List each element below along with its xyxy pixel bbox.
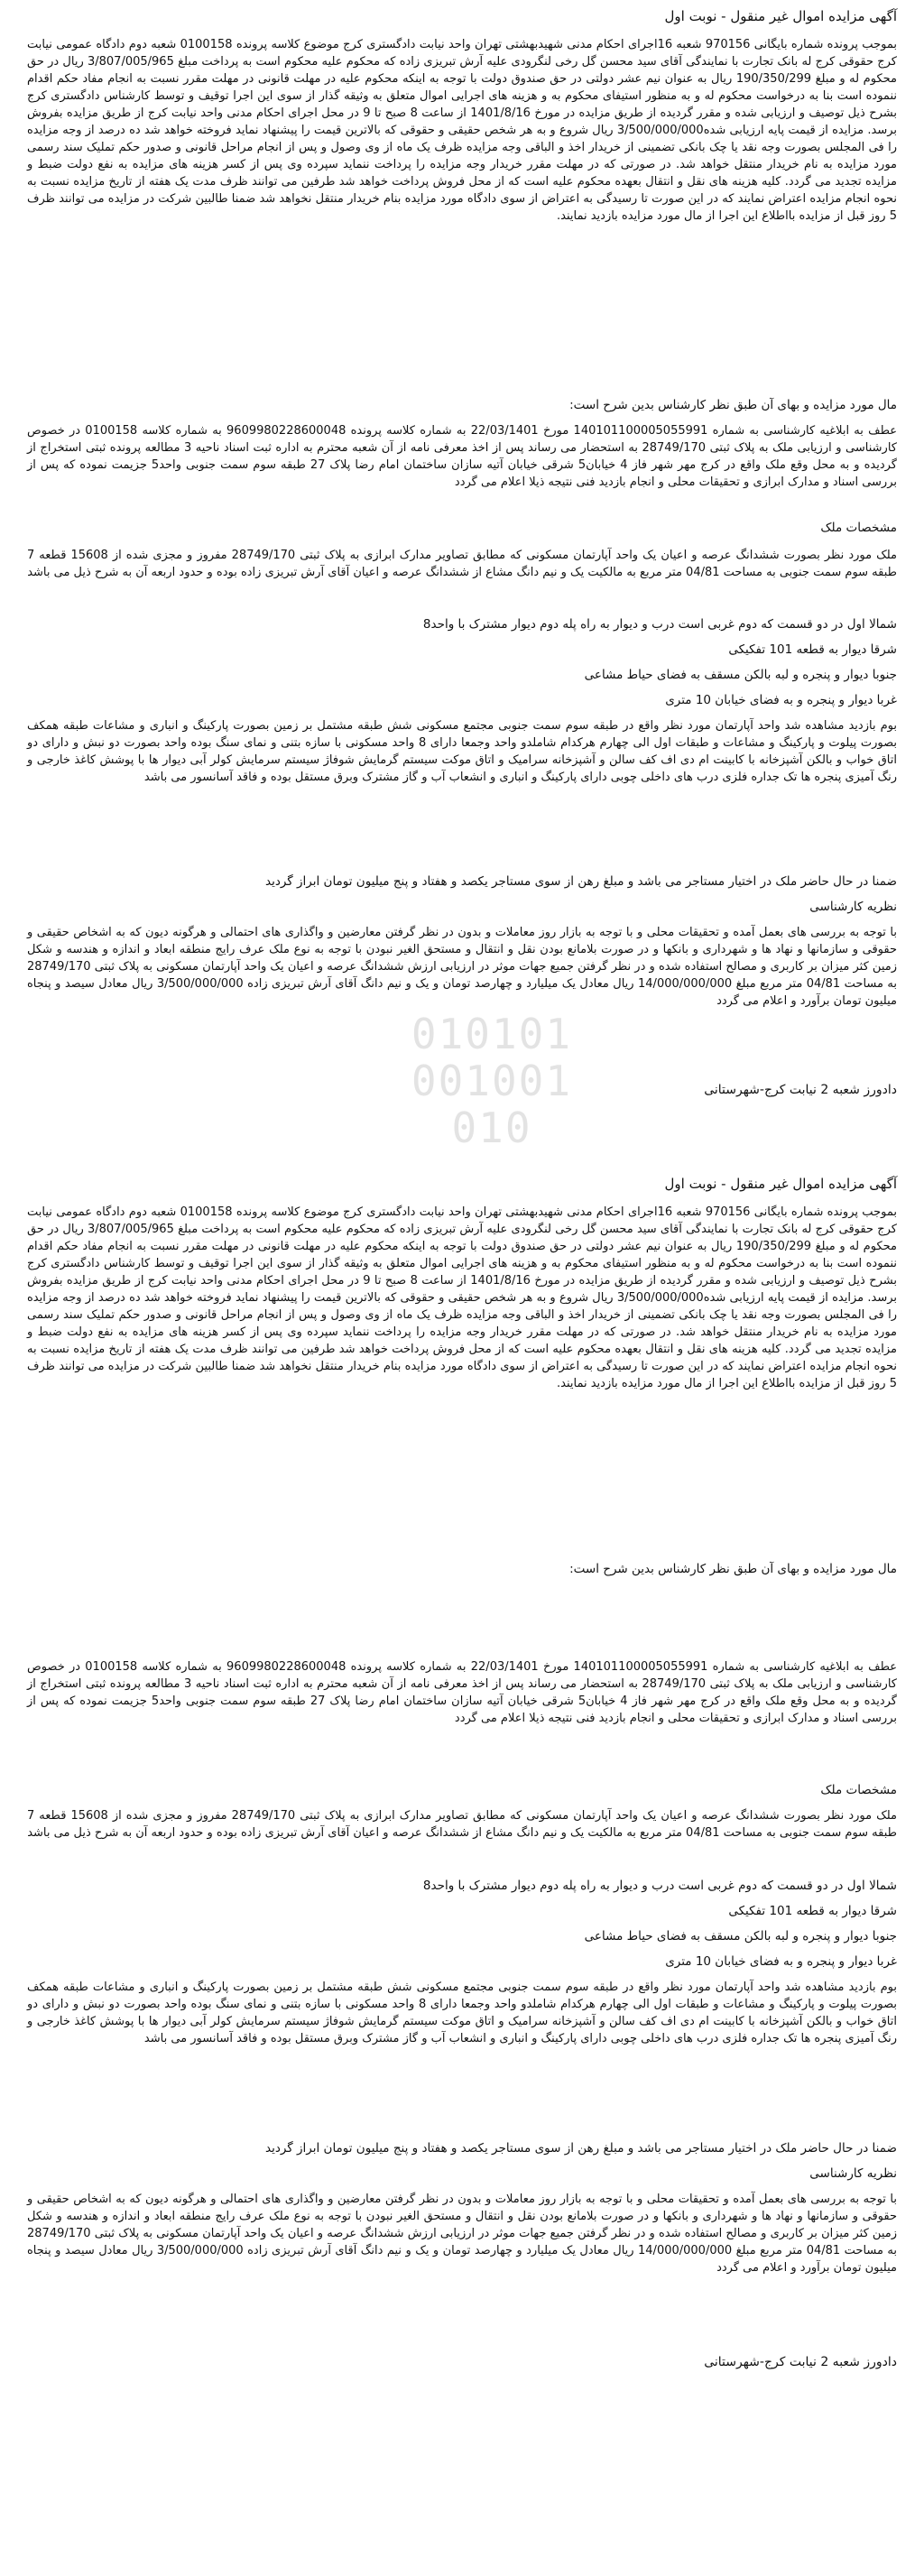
expert-text: با توجه به بررسی های بعمل آمده و تحقیقات محلی و با توجه به بازار روز معاملات و بدون در نظر گرفتن معارضین و واگذاری های احتمالی و هرگونه دیون که به اشخاص حقیقی و حقوقی و سازمانها و نهاد ها و شهرداری و بانکها و در صورت بلامانع بودن نقل و انتقال و مستحق الغیر نبودن با توجه به نوع ملک عرف رایج منطقه ابعاد و اندازه و هندسه و شکل زمین کثر میزان بر کاربری و مصالح استفاده شده و در نظر گرفتن جمیع جهات موثر در ارزیابی ارزش ششدانگ عرصه و اعیان یک واحد آپارتمان مسکونی به پلاک ثبتی 28749/170 به مساحت 04/81 متر مربع مبلغ 14/000/000/000 ریال معادل یک میلیارد و چهارصد تومان و یک و نیم دانگ آقای آرش تبریزی زاده 3/500/000/000 ریال معادل سیصد و پنجاه میلیون تومان برآورد و اعلام می گردد (27, 2193, 897, 2275)
boundary-north: شمالا اول در دو قسمت که دوم غربی است درب و دیوار به راه پله دوم دیوار مشترک با واحد8 (422, 617, 897, 632)
notice-intro: بموجب پرونده شماره بایگانی 970156 شعبه 16اجرای احکام مدنی شهیدبهشتی تهران واحد نیابت دادگستری کرج موضوع کلاسه پرونده 0100158 شعبه دوم دادگاه عمومی نیابت کرج حقوقی کرج له بانک تجارت با نمایندگی آقای سید محسن گل رخی لنگرودی علیه آرش تبریزی زاده که محکوم علیه محکوم است به پرداخت مبلغ 3/807/005/965 ریال در حق محکوم له و مبلغ 190/350/299 ریال به عنوان نیم عشر دولتی در حق صندوق دولت با توجه به اینکه محکوم علیه در مهلت قانونی در مهلت مقرر نسبت به انجام مفاد حکم اقدام ننموده است بنا به درخواست محکوم له و به منظور استیفای محکوم به و هزینه های اجرایی اموال متعلق به وثیقه گذار از سوی این اجرا توقیف و توسط کارشناس دادگستری کرج بشرح ذیل توصیف و ارزیابی شده و مقرر گردیده از طریق مزایده در مورخ 1401/8/16 از ساعت 8 صبح تا 9 در محل اجرای احکام مدنی واحد نیابت کرج از طریق مزایده بفروش برسد. مزایده از قیمت پایه ارزیابی شده3/500/000/000 ریال شروع و به هر شخص حقیقی و حقوقی که بالاترین قیمت را پیشنهاد نماید فروخته خواهد شد ده درصد از وجه مزایده را فی المجلس بصورت وجه نقد یا چک بانکی تضمینی از خریدار اخذ و الباقی وجه مزایده ظرف یک ماه از وی وصول و پس از انجام مراحل قانونی و صدور حکم تملیک سند رسمی مورد مزایده به نام خریدار منتقل خواهد شد. در صورتی که در مهلت مقرر خریدار وجه مزایده را پرداخت ننماید سپرده وی پس از کسر هزینه های مزایده به نفع دولت ضبط و مزایده تجدید می گردد. کلیه هزینه های نقل و انتقال بعهده محکوم علیه است که از محل فروش پرداخت خواهد شد طرفین می توانند ظرف مدت یک هفته از تاریخ مزایده نسبت به نحوه انجام مزایده اعتراض نمایند که در این صورت تا رسیدگی به اعتراض از سوی دادگاه مورد مزایده بنام خریدار منتقل نخواهد شد ضمنا طالبین شرکت در مزایده می توانند ظرف 5 روز قبل از مزایده بااطلاع این اجرا از مال مورد مزایده بازدید نمایند. (27, 38, 897, 223)
visit-text: بوم بازدید مشاهده شد واحد آپارتمان مورد نظر واقع در طبقه سوم سمت جنوبی مجتمع مسکونی شش طبقه مشتمل بر زمین بصورت پارکینگ و انباری و مشاعات طبقه همکف بصورت پیلوت و پارکینگ و مشاعات و طبقات اول الی چهارم هرکدام شاملدو واحد وجمعا دارای 8 واحد مسکونی با سازه بتنی و نمای سنگ بوده واحد بصورت دو نبش و دارای دو اتاق خواب و بالکن آشپزخانه با کابینت ام دی اف کف سالن و آشپزخانه سرامیک و اتاق موکت سیستم گرمایش شوفاژ سیستم سرمایش کولر آبی دیوار ها با پوشش کاغذ خارجی و رنگ آمیزی پنجره ها تک جداره فلزی درب های داخلی چوبی دارای پارکینگ و انباری و انشعاب آب و گاز مشترک وبرق مستقل بوده و فاقد آسانسور می باشد (27, 719, 897, 784)
appraisal-header: مال مورد مزایده و بهای آن طبق نظر کارشناس بدین شرح است: (569, 1562, 897, 1576)
watermark-line: 001001 (411, 1057, 573, 1105)
boundary-south: جنوبا دیوار و پنجره و لبه بالکن مسقف به فضای حیاط مشاعی (584, 1929, 897, 1944)
expert-header: نظریه کارشناسی (809, 900, 897, 914)
property-spec-header: مشخصات ملک (820, 1783, 897, 1797)
tenant-text: ضمنا در حال حاضر ملک در اختیار مستاجر می باشد و مبلغ رهن از سوی مستاجر یکصد و هفتاد و پنج میلیون تومان ابراز گردید (264, 874, 897, 889)
appraisal-text: عطف به ابلاغیه کارشناسی به شماره 140101100005055991 مورخ 22/03/1401 به شماره کلاسه پرونده 9609980228600048 به شماره کلاسه 0100158 در خصوص کارشناسی و ارزیابی ملک به پلاک ثبتی 28749/170 به استحضار می رساند پس از اخذ معرفی نامه از آن شعبه محترم به اداره ثبت اسناد ناحیه 3 مطالعه پرونده ثبتی استخراج از گردیده و به محل وقع ملک واقع در کرج مهر شهر فاز 4 خیابان5 شرقی خیابان آتیه سازان ساختمان امام رضا پلاک 27 طبقه سوم سمت جنوبی واحد5 جزیمت نموده که پس از بررسی اسناد و مدارک ابرازی و تحقیقات محلی و انجام بازدید فنی نتیجه ذیلا اعلام می گردد (27, 1660, 898, 1725)
tenant-text: ضمنا در حال حاضر ملک در اختیار مستاجر می باشد و مبلغ رهن از سوی مستاجر یکصد و هفتاد و پنج میلیون تومان ابراز گردید (264, 2141, 897, 2156)
notice-intro: بموجب پرونده شماره بایگانی 970156 شعبه 16اجرای احکام مدنی شهیدبهشتی تهران واحد نیابت دادگستری کرج موضوع کلاسه پرونده 0100158 شعبه دوم دادگاه عمومی نیابت کرج حقوقی کرج له بانک تجارت با نمایندگی آقای سید محسن گل رخی لنگرودی علیه آرش تبریزی زاده که محکوم علیه محکوم است به پرداخت مبلغ 3/807/005/965 ریال در حق محکوم له و مبلغ 190/350/299 ریال به عنوان نیم عشر دولتی در حق صندوق دولت با توجه به اینکه محکوم علیه در مهلت قانونی در مهلت مقرر نسبت به انجام مفاد حکم اقدام ننموده است بنا به درخواست محکوم له و به منظور استیفای محکوم به و هزینه های اجرایی اموال متعلق به وثیقه گذار از سوی این اجرا توقیف و توسط کارشناس دادگستری کرج بشرح ذیل توصیف و ارزیابی شده و مقرر گردیده از طریق مزایده در مورخ 1401/8/16 از ساعت 8 صبح تا 9 در محل اجرای احکام مدنی واحد نیابت کرج از طریق مزایده بفروش برسد. مزایده از قیمت پایه ارزیابی شده3/500/000/000 ریال شروع و به هر شخص حقیقی و حقوقی که بالاترین قیمت را پیشنهاد نماید فروخته خواهد شد ده درصد از وجه مزایده را فی المجلس بصورت وجه نقد یا چک بانکی تضمینی از خریدار اخذ و الباقی وجه مزایده ظرف یک ماه از وی وصول و پس از انجام مراحل قانونی و صدور حکم تملیک سند رسمی مورد مزایده به نام خریدار منتقل خواهد شد. در صورتی که در مهلت مقرر خریدار وجه مزایده را پرداخت ننماید سپرده وی پس از کسر هزینه های مزایده به نفع دولت ضبط و مزایده تجدید می گردد. کلیه هزینه های نقل و انتقال بعهده محکوم علیه است که از محل فروش پرداخت خواهد شد طرفین می توانند ظرف مدت یک هفته از تاریخ مزایده نسبت به نحوه انجام مزایده اعتراض نمایند که در این صورت تا رسیدگی به اعتراض از سوی دادگاه مورد مزایده بنام خریدار منتقل نخواهد شد ضمنا طالبین شرکت در مزایده می توانند ظرف 5 روز قبل از مزایده بااطلاع این اجرا از مال مورد مزایده بازدید نمایند. (27, 1205, 897, 1390)
notice-title: آگهی مزایده اموال غیر منقول - نوبت اول (664, 1176, 897, 1192)
boundary-west: غربا دیوار و پنجره و به فضای خیابان 10 متری (665, 693, 897, 707)
expert-header: نظریه کارشناسی (809, 2166, 897, 2181)
watermark-line: 010101 (411, 1010, 573, 1058)
watermark-line: 010 (451, 1103, 532, 1152)
appraisal-text: عطف به ابلاغیه کارشناسی به شماره 140101100005055991 مورخ 22/03/1401 به شماره کلاسه پرونده 9609980228600048 به شماره کلاسه 0100158 در خصوص کارشناسی و ارزیابی ملک به پلاک ثبتی 28749/170 به استحضار می رساند پس از اخذ معرفی نامه از آن شعبه محترم به اداره ثبت اسناد ناحیه 3 مطالعه پرونده ثبتی استخراج از گردیده و به محل وقع ملک واقع در کرج مهر شهر فاز 4 خیابان5 شرقی خیابان آتیه سازان ساختمان امام رضا پلاک 27 طبقه سوم سمت جنوبی واحد5 جزیمت نموده که پس از بررسی اسناد و مدارک ابرازی و تحقیقات محلی و انجام بازدید فنی نتیجه ذیلا اعلام می گردد (27, 424, 898, 489)
boundary-east: شرقا دیوار به قطعه 101 تفکیکی (728, 1904, 897, 1918)
notice-page (27, 0, 897, 2576)
boundary-north: شمالا اول در دو قسمت که دوم غربی است درب و دیوار به راه پله دوم دیوار مشترک با واحد8 (422, 1879, 897, 1893)
boundary-south: جنوبا دیوار و پنجره و لبه بالکن مسقف به فضای حیاط مشاعی (584, 668, 897, 682)
stamp-watermark (343, 1011, 641, 1200)
signature: دادورز شعبه 2 نیابت کرج-شهرستانی (704, 2355, 897, 2369)
boundary-west: غربا دیوار و پنجره و به فضای خیابان 10 متری (665, 1954, 897, 1969)
notice-title: آگهی مزایده اموال غیر منقول - نوبت اول (664, 8, 897, 24)
signature: دادورز شعبه 2 نیابت کرج-شهرستانی (704, 1083, 897, 1097)
appraisal-header: مال مورد مزایده و بهای آن طبق نظر کارشناس بدین شرح است: (569, 398, 897, 412)
property-spec-text: ملک مورد نظر بصورت ششدانگ عرصه و اعیان یک واحد آپارتمان مسکونی که مطابق تصاویر مدارک ابرازی به پلاک ثبتی 28749/170 مفروز و مجزی شده از 15608 قطعه 7 طبقه سوم سمت جنوبی به مساحت 04/81 متر مربع به مالکیت یک و نیم دانگ مشاع از ششدانگ عرصه و اعیان آقای آرش تبریزی زاده بوده و حدود اربعه آن به شرح ذیل می باشد (27, 549, 897, 579)
property-spec-header: مشخصات ملک (820, 521, 897, 535)
expert-text: با توجه به بررسی های بعمل آمده و تحقیقات محلی و با توجه به بازار روز معاملات و بدون در نظر گرفتن معارضین و واگذاری های احتمالی و هرگونه دیون که به اشخاص حقیقی و حقوقی و سازمانها و نهاد ها و شهرداری و بانکها و در صورت بلامانع بودن نقل و انتقال و مستحق الغیر نبودن با توجه به نوع ملک عرف رایج منطقه ابعاد و اندازه و هندسه و شکل زمین کثر میزان بر کاربری و مصالح استفاده شده و در نظر گرفتن جمیع جهات موثر در ارزیابی ارزش ششدانگ عرصه و اعیان یک واحد آپارتمان مسکونی به پلاک ثبتی 28749/170 به مساحت 04/81 متر مربع مبلغ 14/000/000/000 ریال معادل یک میلیارد و چهارصد تومان و یک و نیم دانگ آقای آرش تبریزی زاده 3/500/000/000 ریال معادل سیصد و پنجاه میلیون تومان برآورد و اعلام می گردد (27, 926, 897, 1008)
boundary-east: شرقا دیوار به قطعه 101 تفکیکی (728, 642, 897, 657)
property-spec-text: ملک مورد نظر بصورت ششدانگ عرصه و اعیان یک واحد آپارتمان مسکونی که مطابق تصاویر مدارک ابرازی به پلاک ثبتی 28749/170 مفروز و مجزی شده از 15608 قطعه 7 طبقه سوم سمت جنوبی به مساحت 04/81 متر مربع به مالکیت یک و نیم دانگ مشاع از ششدانگ عرصه و اعیان آقای آرش تبریزی زاده بوده و حدود اربعه آن به شرح ذیل می باشد (27, 1809, 897, 1840)
visit-text: بوم بازدید مشاهده شد واحد آپارتمان مورد نظر واقع در طبقه سوم سمت جنوبی مجتمع مسکونی شش طبقه مشتمل بر زمین بصورت پارکینگ و انباری و مشاعات طبقه همکف بصورت پیلوت و پارکینگ و مشاعات و طبقات اول الی چهارم هرکدام شاملدو واحد وجمعا دارای 8 واحد مسکونی با سازه بتنی و نمای سنگ بوده واحد بصورت دو نبش و دارای دو اتاق خواب و بالکن آشپزخانه با کابینت ام دی اف کف سالن و آشپزخانه سرامیک و اتاق موکت سیستم گرمایش شوفاژ سیستم سرمایش کولر آبی دیوار ها با پوشش کاغذ خارجی و رنگ آمیزی پنجره ها تک جداره فلزی درب های داخلی چوبی دارای پارکینگ و انباری و انشعاب آب و گاز مشترک وبرق مستقل بوده و فاقد آسانسور می باشد (27, 1980, 897, 2045)
